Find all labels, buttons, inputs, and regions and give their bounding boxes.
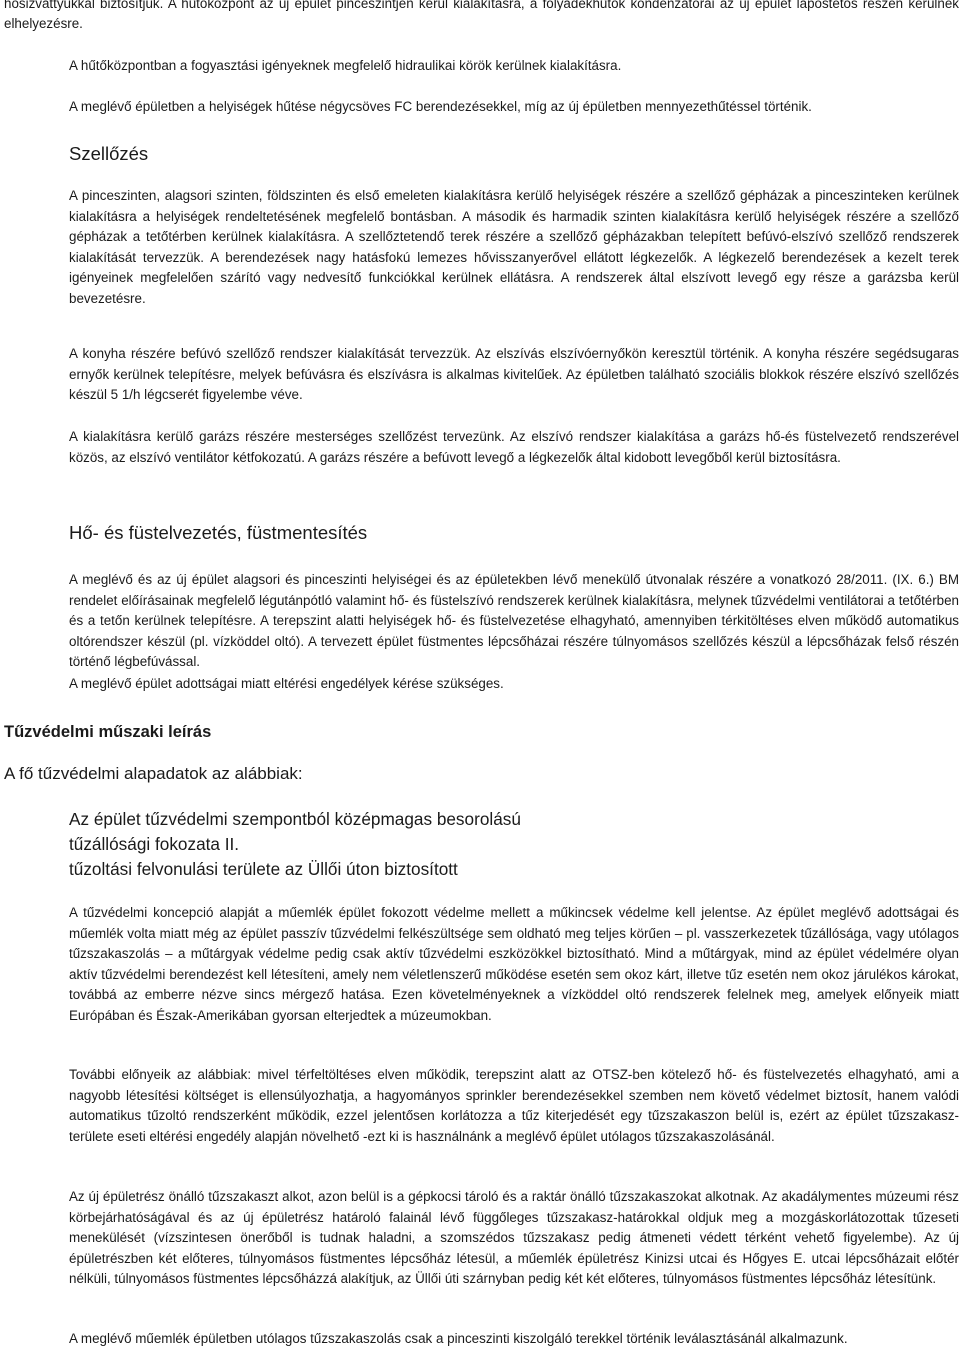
- smoke-paragraph-1: A meglévő és az új épület alagsori és pinceszinti helyiségei és az épületekben lévő menekülő útvonalak részére a vonatkozó 28/2011. (IX. 6.) BM rendelet előírásainak megfelelő légutánpótló valamint hő- és füstelszívó rendszerek kerülnek kialakításra, melynek tűzvédelmi ventilátorai a tetőtérben és a tetőn kerülnek telepítésre. A terepszint alatti helyiségek hő- és füstelvezetése elhagyható, amennyiben térkitöltéses elven működő automatikus oltórendszer készül (pl. vízköddel oltó). A tervezett épület füstmentes lépcsőházai részére túlnyomásos szellőzés készül a lépcsőházak felső részén történő légbefúvással.: [69, 572, 959, 670]
- smoke-heading: Hő- és füstelvezetés, füstmentesítés: [69, 522, 368, 543]
- fire-paragraph-2: További előnyeik az alábbiak: mivel térfeltöltéses elven működik, terepszint alatt az OTSZ-ben kötelező hő- és füstelvezetés elhagyható, ami a nagyobb létesítési költséget is ellensúlyozhatja, a hagyományos sprinkler berendezésekkel szemben nem követő védelmet biztosít, hanem valódi automatikus tűzoltó rendszerként működik, ezzel jelentősen korlátozza a tűz kiterjedését egy tűzszakaszon belül is, ezért az épület tűzszakasz-területe eseti eltérési engedély alapján növelhető -ezt ki is használnánk a meglévő épület utólagos tűzszakaszolásánál.: [69, 1067, 959, 1144]
- fire-fact: tűzoltási felvonulási területe az Üllői úton biztosított: [69, 859, 458, 879]
- fire-fact: Az épület tűzvédelmi szempontból középmagas besorolású: [69, 809, 521, 829]
- intro-paragraph-3: A meglévő épületben a helyiségek hűtése négycsöves FC berendezésekkel, míg az új épületben mennyezethűtéssel történik.: [69, 99, 812, 114]
- ventilation-paragraph-1: A pinceszinten, alagsori szinten, földszinten és első emeleten kialakításra kerülő helyiségek részére a szellőző gépházak a pinceszinteken kerülnek kialakításra a helyiségek rendeltetésének megfelelő bontásban. A második és harmadik szinten kialakításra kerülő helyiségek részére a szellőző gépházak a tetőtérben kerülnek kialakításra. A szellőztetendő terek részére a szellőző gépházakban telepített befúvó-elszívó szellőző rendszerek kialakítását tervezzük. A berendezések nagy hatásfokú lemezes hővisszanyerővel ellátott légkezelők. A légkezelő berendezések a kezelt terek igényeinek megfelelően szárító vagy nedvesítő funkciókkal kerülnek ellátásra. A rendszerek által elszívott levegő egy része a garázsba kerül bevezetésre.: [69, 188, 959, 306]
- ventilation-paragraph-2: A konyha részére befúvó szellőző rendszer kialakítását tervezzük. Az elszívás elszívóernyőkön keresztül történik. A konyha részére segédsugaras ernyők kerülnek telepítésre, melyek befúvásra és elszívásra is alkalmas kivitelűek. Az épületben található szociális blokkok részére elszívó szellőzés készül 5 1/h légcserét figyelembe véve.: [69, 346, 959, 403]
- smoke-paragraph-2: A meglévő épület adottságai miatt eltérési engedélyek kérése szükséges.: [69, 676, 504, 691]
- ventilation-paragraph-3: A kialakításra kerülő garázs részére mesterséges szellőzést tervezünk. Az elszívó rendszer kialakítása a garázs hő-és füstelvezető rendszerével közös, az elszívó ventilátor kétfokozatú. A garázs részére a befúvott levegő a légkezelők által kidobott levegőből kerül biztosításra.: [69, 429, 959, 465]
- fire-paragraph-4: A meglévő műemlék épületben utólagos tűzszakaszolás csak a pinceszinti kiszolgáló terekkel történik leválasztásánál alkalmazunk.: [69, 1331, 848, 1346]
- intro-paragraph-1: hősizvattyúkkal biztosítjuk. A hűtőközpont az új épület pinceszintjén kerül kialakításra, a folyadékhűtők kondenzátorai az új épület lapostetős részén kerülnek elhelyezésre.: [4, 0, 959, 32]
- intro-paragraph-2: A hűtőközpontban a fogyasztási igényeknek megfelelő hidraulikai körök kerülnek kialakításra.: [69, 58, 622, 73]
- fire-subtitle: A fő tűzvédelmi alapadatok az alábbiak:: [4, 764, 303, 783]
- fire-paragraph-1: A tűzvédelmi koncepció alapját a műemlék épület fokozott védelme mellett a műkincsek védelme kell jelentse. Az épület meglévő adottságai és műemlék volta miatt még az épület passzív tűzvédelmi felkészültsége sem oldható meg teljes körűen – pl. vasszerkezetek tűzállósága, vagy utólagos tűzszakaszolás – a műtárgyak védelme pedig csak aktív tűzvédelmi eszközökkel biztosítható. Mind a műtárgyak, mind az épület védelmére olyan aktív tűzvédelmi berendezést kell létesíteni, amely nem véletlenszerű működése esetén sem okoz kárt, illetve tűz esetén nem okoz járulékos károkat, továbbá az emberre nézve sincs mérgező hatása. Ezen követelményeknek a vízköddel oltó rendszerek felelnek meg, amelyek előnyeik miatt Európában és Észak-Amerikában gyorsan elterjedtek a múzeumokban.: [69, 905, 959, 1023]
- fire-fact: tűzállósági fokozata II.: [69, 834, 240, 854]
- fire-facts: [69, 807, 959, 882]
- fire-paragraph-3: Az új épületrész önálló tűzszakaszt alkot, azon belül is a gépkocsi tároló és a raktár önálló tűzszakaszokat alkotnak. Az akadálymentes múzeumi rész körbejárhatóságával és az új épületrész határoló falainál lévő függőleges tűzszakasz-határokkal oldjuk meg a mozgáskorlátozottak tűzeseti menekülését (vízszintesen önerőből is tudnak haladni, a szomszédos tűzszakasz pedig átmeneti védett térként vehető figyelembe). Az új épületrészben két előteres, túlnyomásos füstmentes lépcsőház létesül, a műemlék épületrész Kinizsi utcai és Hőgyes E. utcai lépcsőházait előtér nélküli, túlnyomásos füstmentes lépcsőházzá alakítjuk, az Üllői úti szárnyban pedig két két előteres, túlnyomásos füstmentes lépcsőház létesítünk.: [69, 1189, 959, 1287]
- ventilation-heading: Szellőzés: [69, 143, 149, 164]
- fire-title: Tűzvédelmi műszaki leírás: [4, 723, 212, 741]
